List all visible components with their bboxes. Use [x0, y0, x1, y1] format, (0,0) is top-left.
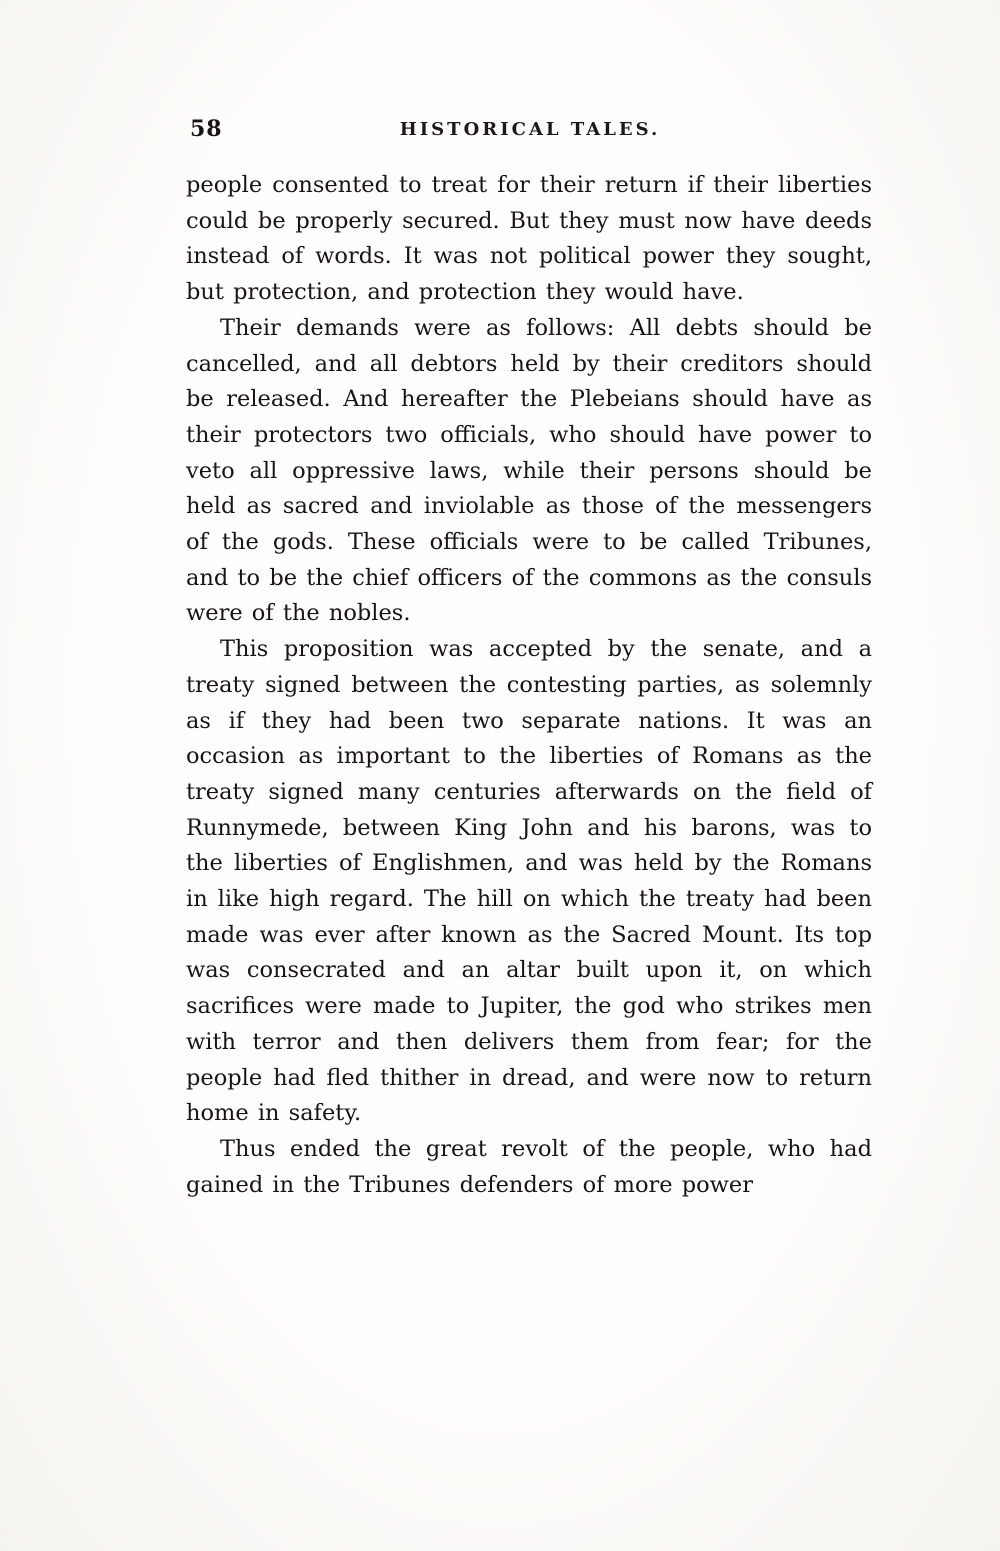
page-number: 58	[190, 116, 223, 142]
paragraph-1: people consented to treat for their return if their liberties could be properly secured. But they must now have deeds instead of words. It was not political power they sought, but protection, and protection they would have.	[186, 172, 872, 306]
paragraph-2: Their demands were as follows: All debts should be cancelled, and all debtors held by their creditors should be released. And hereafter the Plebeians should have as their protectors two officials, who should have power to veto all oppressive laws, while their persons should be held as sacred and inviolable as those of the messengers of the gods. These officials were to be called Tribunes, and to be the chief officers of the commons as the consuls were of the nobles.	[186, 314, 872, 627]
paragraph-4: Thus ended the great revolt of the people, who had gained in the Tribunes defenders of more power	[186, 1135, 872, 1198]
paragraph-3: This proposition was accepted by the senate, and a treaty signed between the contesting parties, as solemnly as if they had been two separate nations. It was an occasion as important to the liberties of Romans as the treaty signed many centuries afterwards on the field of Runnymede, between King John and his barons, was to the liberties of Englishmen, and was held by the Romans in like high regard. The hill on which the treaty had been made was ever after known as the Sacred Mount. Its top was consecrated and an altar built upon it, on which sacrifices were made to Jupiter, the god who strikes men with terror and then delivers them from fear; for the people had fled thither in dread, and were now to return home in safety.	[186, 636, 872, 1127]
page-header	[185, 116, 875, 146]
body-text	[186, 168, 872, 1203]
running-title: HISTORICAL TALES.	[399, 119, 661, 140]
